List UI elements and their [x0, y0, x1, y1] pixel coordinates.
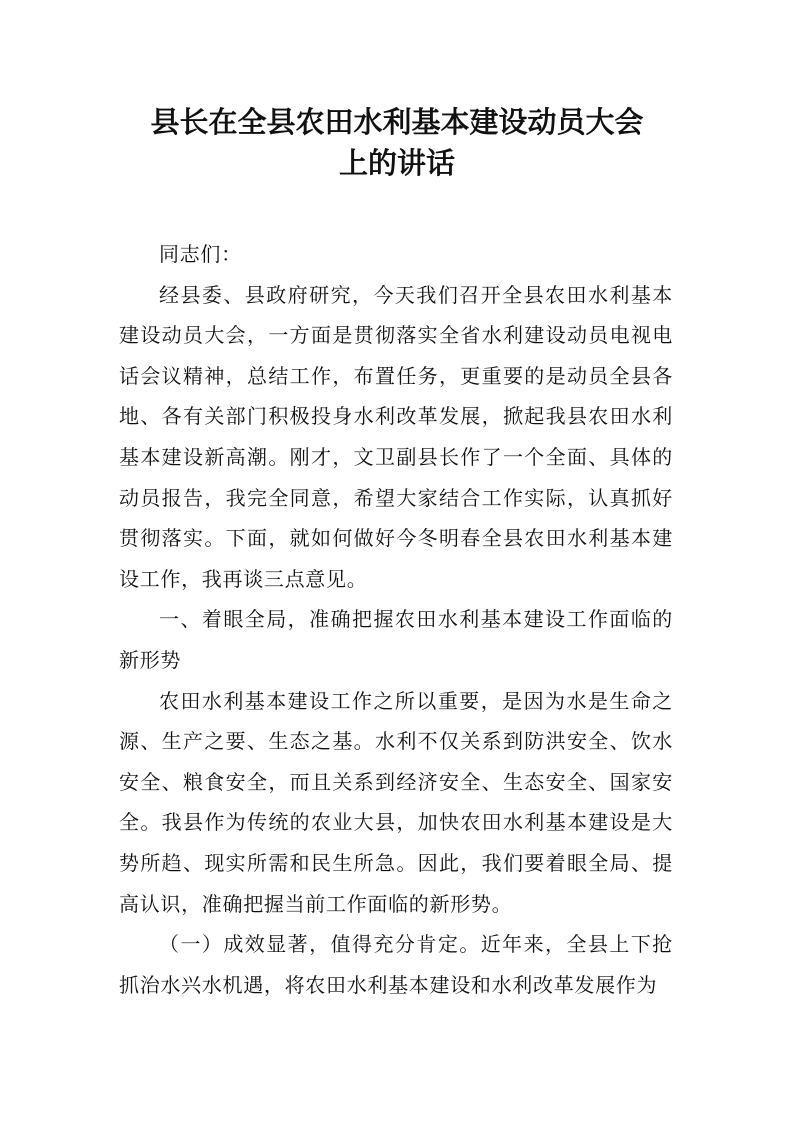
body-paragraph: 农田水利基本建设工作之所以重要，是因为水是生命之源、生产之要、生态之基。水利不仅关系到防洪安全、饮水安全、粮食安全，而且关系到经济安全、生态安全、国家安全。我县作为传统的农业大县，加快农田水利基本建设是大势所趋、现实所需和民生所急。因此，我们要着眼全局、提高认识，准确把握当前工作面临的新形势。	[119, 688, 673, 916]
intro-paragraph: 经县委、县政府研究，今天我们召开全县农田水利基本建设动员大会，一方面是贯彻落实全省水利建设动员电视电话会议精神，总结工作，布置任务，更重要的是动员全县各地、各有关部门积极投身水利改革发展，掀起我县农田水利基本建设新高潮。刚才，文卫副县长作了一个全面、具体的动员报告，我完全同意，希望大家结合工作实际，认真抓好贯彻落实。下面，就如何做好今冬明春全县农田水利基本建设工作，我再谈三点意见。	[119, 282, 673, 591]
document-title-line-1: 县长在全县农田水利基本建设动员大会	[150, 105, 644, 139]
document-title-line-2: 上的讲话	[338, 146, 455, 180]
document-body	[119, 234, 673, 1005]
section-heading-1: 一、着眼全局，准确把握农田水利基本建设工作面临的新形势	[119, 607, 673, 672]
salutation-paragraph: 同志们：	[159, 242, 242, 266]
subsection-paragraph: （一）成效显著，值得充分肯定。近年来，全县上下抢抓治水兴水机遇，将农田水利基本建设和水利改革发展作为	[119, 932, 673, 997]
